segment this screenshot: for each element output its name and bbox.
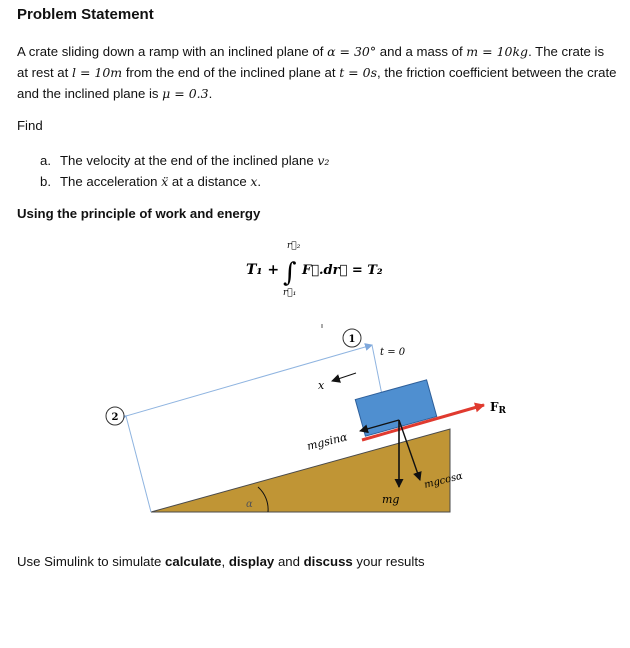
find-item-text-3: . xyxy=(257,174,262,189)
statement-text-4: from the end of the inclined plane at xyxy=(122,65,340,80)
point-1-label: 1 xyxy=(348,334,356,345)
footer-text-2: , xyxy=(221,554,229,569)
footer-instructions xyxy=(17,554,425,569)
mu-expression: μ = 0.3 xyxy=(162,86,209,101)
footer-bold-calculate: calculate xyxy=(165,554,222,569)
statement-text-2: and a mass of xyxy=(376,44,467,59)
t-zero-label: t = 0 xyxy=(380,347,406,358)
find-item-text-2: at a distance xyxy=(168,174,251,189)
statement-text-6: . xyxy=(208,86,213,101)
x-direction-arrow xyxy=(332,373,356,381)
integral-upper-limit: r⃗₂ xyxy=(287,241,301,251)
distance-symbol: x xyxy=(250,174,258,189)
integral-sign: ∫ xyxy=(283,258,297,288)
find-item-label: a. xyxy=(40,153,51,168)
find-label: Find xyxy=(17,118,43,133)
equation-lhs: T₁ + xyxy=(246,262,280,278)
footer-bold-discuss: discuss xyxy=(303,554,353,569)
equation-integrand: F⃗.dr⃗ = T₂ xyxy=(302,263,383,278)
statement-text-3: . The crate is at rest at xyxy=(17,44,605,80)
friction-label xyxy=(490,400,507,416)
footer-text-4: your results xyxy=(352,554,425,569)
length-expression: l = 10m xyxy=(71,65,123,80)
mgsina-label: mgsinα xyxy=(305,430,349,453)
find-item-label: b. xyxy=(40,174,51,189)
alpha-label: α xyxy=(246,499,253,510)
acceleration-symbol: ẍ xyxy=(161,174,169,189)
footer-text-1: Use Simulink to simulate xyxy=(17,554,166,569)
crate xyxy=(355,380,436,436)
alpha-expression: α = 30° xyxy=(327,44,377,59)
mgcosa-label: mgcosα xyxy=(423,470,464,491)
ramp xyxy=(151,429,450,512)
page-title: Problem Statement xyxy=(17,6,154,23)
friction-symbol: F xyxy=(490,400,499,414)
mass-expression: m = 10kg xyxy=(466,44,529,59)
find-item-text: The velocity at the end of the inclined plane xyxy=(60,153,318,168)
principle-heading: Using the principle of work and energy xyxy=(17,206,261,221)
integral-lower-limit: r⃗₁ xyxy=(283,288,297,298)
time-expression: t = 0s xyxy=(339,65,377,80)
mg-label: mg xyxy=(382,493,400,506)
footer-bold-display: display xyxy=(228,554,275,569)
statement-text-1: A crate sliding down a ramp with an inclined plane of xyxy=(17,44,328,59)
point-2-label: 2 xyxy=(111,412,119,423)
footer-text-3: and xyxy=(274,554,304,569)
find-item-text: The acceleration xyxy=(60,174,162,189)
extension-line-2 xyxy=(126,416,151,512)
x-label: x xyxy=(318,379,325,392)
velocity-symbol: v₂ xyxy=(317,153,330,168)
statement-text-5: , the friction coefficient between the crate and the inclined plane is xyxy=(17,65,617,101)
dimension-line xyxy=(126,345,372,416)
friction-subscript: R xyxy=(498,406,507,416)
